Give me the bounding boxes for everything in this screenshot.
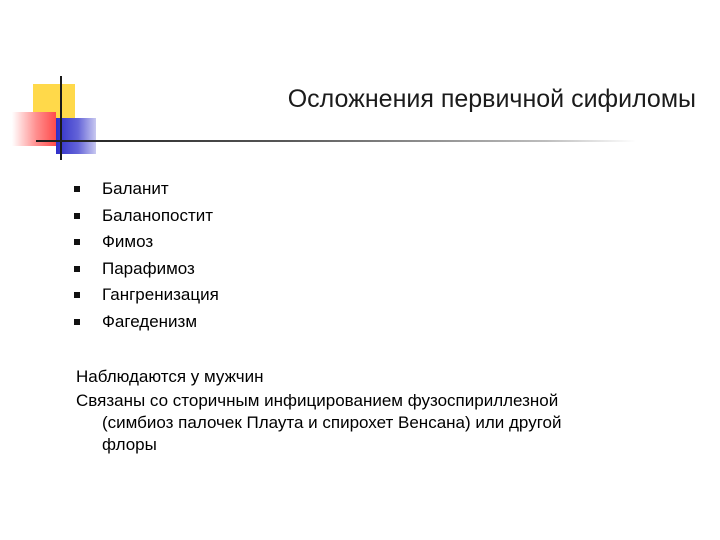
bullet-text: Баланопостит — [102, 205, 214, 225]
title-underline — [36, 140, 636, 142]
bullet-text: Гангренизация — [102, 285, 219, 304]
bullet-text: Баланит — [102, 179, 169, 198]
note-line: Связаны со сторичным инфицированием фузоспириллезной — [76, 391, 559, 410]
logo-blue-gradient — [56, 118, 96, 154]
square-bullet-icon — [74, 213, 80, 219]
bullet-item — [72, 203, 219, 230]
bullet-item — [72, 282, 219, 309]
square-bullet-icon — [74, 266, 80, 272]
note-line: Наблюдаются у мужчин — [76, 367, 264, 386]
bullet-text: Фагеденизм — [102, 311, 198, 331]
slide-title: Осложнения первичной сифиломы — [287, 85, 696, 113]
bullet-item — [72, 229, 219, 256]
note-line: (симбиоз палочек Плаута и спирохет Венсана) или другой — [102, 413, 562, 432]
note-line: флоры — [102, 435, 157, 454]
bullet-item — [72, 256, 219, 283]
bullet-list — [72, 176, 219, 335]
bullet-text: Парафимоз — [102, 258, 195, 278]
square-bullet-icon — [74, 292, 80, 298]
bullet-item — [72, 309, 219, 336]
bullet-item — [72, 176, 219, 203]
bullet-text: Фимоз — [102, 232, 154, 251]
square-bullet-icon — [74, 239, 80, 245]
square-bullet-icon — [74, 186, 80, 192]
square-bullet-icon — [74, 319, 80, 325]
logo-vertical-line — [60, 76, 62, 160]
